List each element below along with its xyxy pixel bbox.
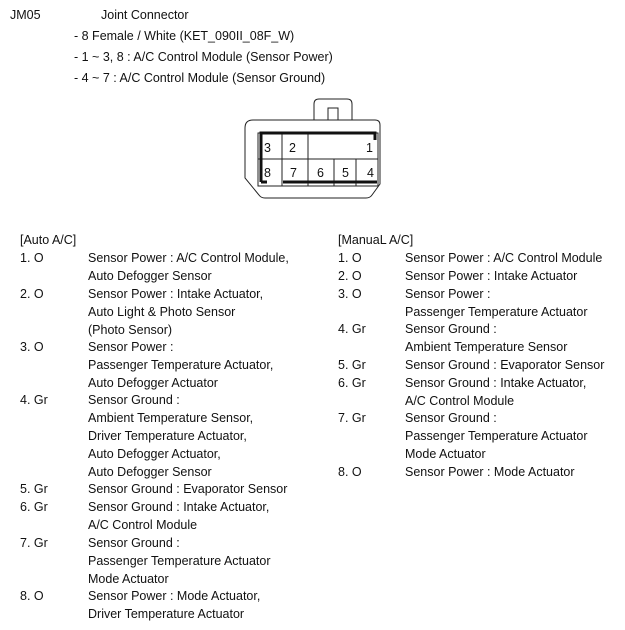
pin-description (405, 249, 602, 267)
pin-label: 2 (289, 141, 296, 155)
pin-description (405, 320, 567, 356)
pin-description-line: Ambient Temperature Sensor (405, 340, 568, 355)
pin-description-line: Driver Temperature Actuator (88, 607, 245, 622)
pin-description-line: Sensor Power : Mode Actuator, (88, 589, 261, 604)
pin-description (88, 249, 289, 285)
pin-description-line: Mode Actuator (88, 571, 169, 586)
pin-number: 3. O (20, 340, 44, 354)
pin-description-line: Sensor Power : A/C Control Module, (88, 251, 289, 265)
pin-number: 5. Gr (20, 482, 48, 497)
pin-label: 7 (290, 166, 297, 180)
pin-description (405, 356, 604, 374)
pin-number: 2. O (20, 286, 44, 301)
pin-description-line: Auto Light & Photo Sensor (88, 304, 236, 319)
pin-description (405, 463, 575, 481)
pin-label: 8 (264, 166, 271, 180)
auto-ac-title: [Auto A/C] (20, 233, 77, 247)
pin-label: 5 (342, 166, 349, 180)
pin-number: 1. O (20, 251, 44, 265)
pin-description (88, 587, 260, 623)
pin-description-line: Sensor Power : Intake Actuator (405, 268, 578, 283)
connector-info-line: - 1 ~ 3, 8 : A/C Control Module (Sensor Power) (74, 50, 333, 64)
connector-diagram (243, 98, 383, 210)
pin-number: 1. O (338, 251, 362, 265)
pin-number: 7. Gr (20, 535, 48, 550)
pin-number: 2. O (338, 268, 362, 283)
pin-description-line: Sensor Power : Intake Actuator, (88, 286, 264, 301)
pin-description-line: A/C Control Module (88, 518, 198, 533)
pin-description-line: Sensor Ground : Intake Actuator, (405, 375, 587, 390)
pin-description-line: Sensor Ground : (405, 322, 497, 337)
pin-description (88, 391, 253, 481)
pin-number: 4. Gr (338, 322, 366, 337)
pin-description-line: Sensor Ground : Evaporator Sensor (88, 482, 288, 497)
connector-info-line: - 8 Female / White (KET_090II_08F_W) (74, 29, 295, 43)
pin-description-line: Driver Temperature Actuator, (88, 429, 247, 444)
pin-number: 6. Gr (338, 375, 366, 390)
pin-label: 3 (264, 141, 271, 155)
pin-number: 5. Gr (338, 357, 366, 372)
pin-description-line: Sensor Power : Mode Actuator (405, 464, 575, 479)
pin-description-line: Mode Actuator (405, 447, 486, 462)
connector-title: Joint Connector (101, 8, 189, 22)
pin-description-line: Auto Defogger Actuator, (88, 447, 221, 462)
pin-description (405, 267, 577, 285)
pin-description (88, 338, 273, 392)
pin-description-line: Passenger Temperature Actuator (405, 304, 588, 319)
pin-description-line: Passenger Temperature Actuator (88, 553, 271, 568)
pin-description-line: Sensor Ground : Evaporator Sensor (405, 357, 605, 372)
pin-description-line: Sensor Ground : (405, 411, 497, 426)
pin-label: 1 (366, 141, 373, 155)
pin-number: 4. Gr (20, 393, 48, 408)
pin-description (88, 534, 271, 588)
pin-number: 6. Gr (20, 500, 48, 515)
pin-description (88, 498, 269, 534)
pin-label: 6 (317, 166, 324, 180)
pin-label: 4 (367, 166, 374, 180)
connector-code: JM05 (10, 8, 41, 22)
pin-description-line: Sensor Power : (405, 286, 491, 301)
pin-description-line: (Photo Sensor) (88, 322, 173, 337)
manual-ac-title: [ManuaL A/C] (338, 233, 414, 247)
pin-number: 3. O (338, 286, 362, 301)
pin-description (405, 285, 588, 321)
pin-description-line: Passenger Temperature Actuator, (88, 358, 274, 372)
pin-description-line: Auto Defogger Sensor (88, 465, 212, 480)
pin-description-line: Sensor Power : A/C Control Module (405, 251, 603, 265)
pin-description-line: Sensor Ground : (88, 535, 180, 550)
pin-description-line: Sensor Ground : Intake Actuator, (88, 500, 270, 515)
pin-description-line: Passenger Temperature Actuator (405, 429, 588, 444)
pin-description-line: Auto Defogger Actuator (88, 376, 218, 390)
pin-description-line: Sensor Power : (88, 340, 174, 354)
pin-number: 8. O (338, 464, 362, 479)
pin-description (88, 480, 287, 498)
pin-description-line: A/C Control Module (405, 393, 515, 408)
pin-description-line: Auto Defogger Sensor (88, 269, 212, 283)
pin-number: 8. O (20, 589, 44, 604)
pin-description (405, 409, 588, 463)
pin-description (405, 374, 586, 410)
pin-description (88, 285, 263, 339)
pin-description-line: Sensor Ground : (88, 393, 180, 408)
connector-info-line: - 4 ~ 7 : A/C Control Module (Sensor Ground) (74, 71, 326, 85)
pin-number: 7. Gr (338, 411, 366, 426)
pin-description-line: Ambient Temperature Sensor, (88, 411, 254, 426)
